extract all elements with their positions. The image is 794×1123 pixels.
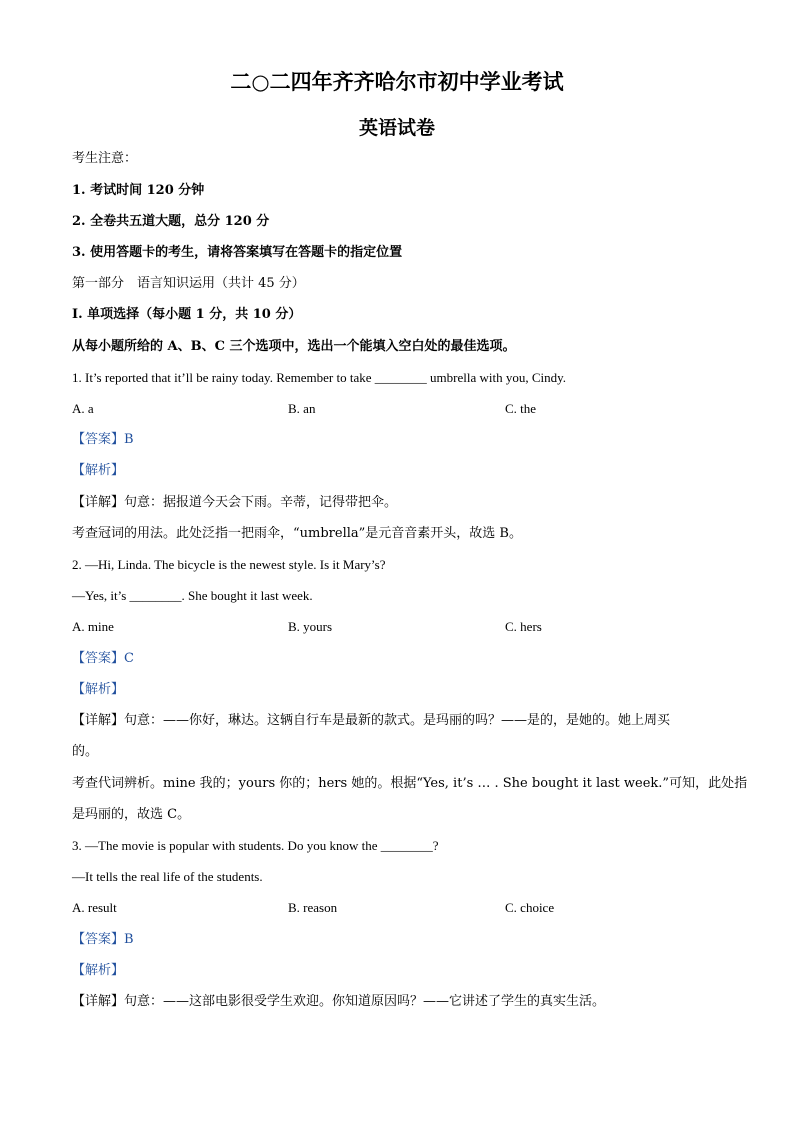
question-1-option-c: C. the: [505, 401, 537, 416]
question-2-detail: 【详解】句意：——你好，琳达。这辆自行车是最新的款式。是玛丽的吗？——是的，是她的。她上周买: [72, 713, 671, 728]
question-3-option-c: C. choice: [505, 900, 555, 915]
notice-heading: 考生注意：: [72, 151, 138, 166]
question-2-detail: 是玛丽的，故选 C。: [72, 807, 191, 822]
question-3-option-a: A. result: [72, 900, 117, 915]
question-1-detail: 【详解】句意：据报道今天会下雨。辛蒂，记得带把伞。: [72, 495, 398, 510]
question-1-analysis-label: 【解析】: [72, 463, 125, 478]
question-3-detail: 【详解】句意：——这部电影很受学生欢迎。你知道原因吗？——它讲述了学生的真实生活。: [72, 994, 606, 1009]
notice-item: 3. 使用答题卡的考生，请将答案填写在答题卡的指定位置: [72, 245, 403, 260]
question-1-detail: 考查冠词的用法。此处泛指一把雨伞，“umbrella”是元音音素开头，故选 B。: [72, 526, 522, 541]
question-1-answer: 【答案】B: [72, 432, 134, 447]
question-3-answer: 【答案】B: [72, 932, 134, 947]
question-3-stem: 3. —The movie is popular with students. Do you know the ________?: [72, 838, 439, 853]
question-3-option-b: B. reason: [288, 900, 338, 915]
question-3-analysis-label: 【解析】: [72, 963, 125, 978]
question-1-stem: 1. It’s reported that it’ll be rainy today. Remember to take ________ umbrella with you, Cindy.: [72, 370, 567, 385]
question-2-stem: 2. —Hi, Linda. The bicycle is the newest style. Is it Mary’s?: [72, 557, 386, 572]
question-2-option-b: B. yours: [288, 619, 333, 634]
question-1-option-b: B. an: [288, 401, 316, 416]
question-3-stem: —It tells the real life of the students.: [72, 869, 263, 884]
notice-item: 2. 全卷共五道大题，总分 120 分: [72, 214, 270, 229]
question-2-option-c: C. hers: [505, 619, 542, 634]
question-2-stem: —Yes, it’s ________. She bought it last week.: [72, 588, 313, 603]
exam-title: 二○二四年齐齐哈尔市初中学业考试: [230, 69, 564, 94]
question-2-detail: 考查代词辨析。mine 我的；yours 你的；hers 她的。根据“Yes, it’s … . She bought it last week.”可知，此处指: [72, 776, 748, 791]
question-2-detail: 的。: [72, 744, 99, 759]
section-heading: I. 单项选择（每小题 1 分，共 10 分）: [72, 307, 302, 322]
notice-item: 1. 考试时间 120 分钟: [72, 183, 205, 198]
part-heading: 第一部分 语言知识运用（共计 45 分）: [72, 276, 305, 291]
section-instruction: 从每小题所给的 A、B、C 三个选项中，选出一个能填入空白处的最佳选项。: [72, 339, 516, 354]
question-1-option-a: A. a: [72, 401, 94, 416]
question-2-answer: 【答案】C: [72, 651, 134, 666]
question-2-analysis-label: 【解析】: [72, 682, 125, 697]
exam-subtitle: 英语试卷: [358, 117, 435, 139]
question-2-option-a: A. mine: [72, 619, 114, 634]
